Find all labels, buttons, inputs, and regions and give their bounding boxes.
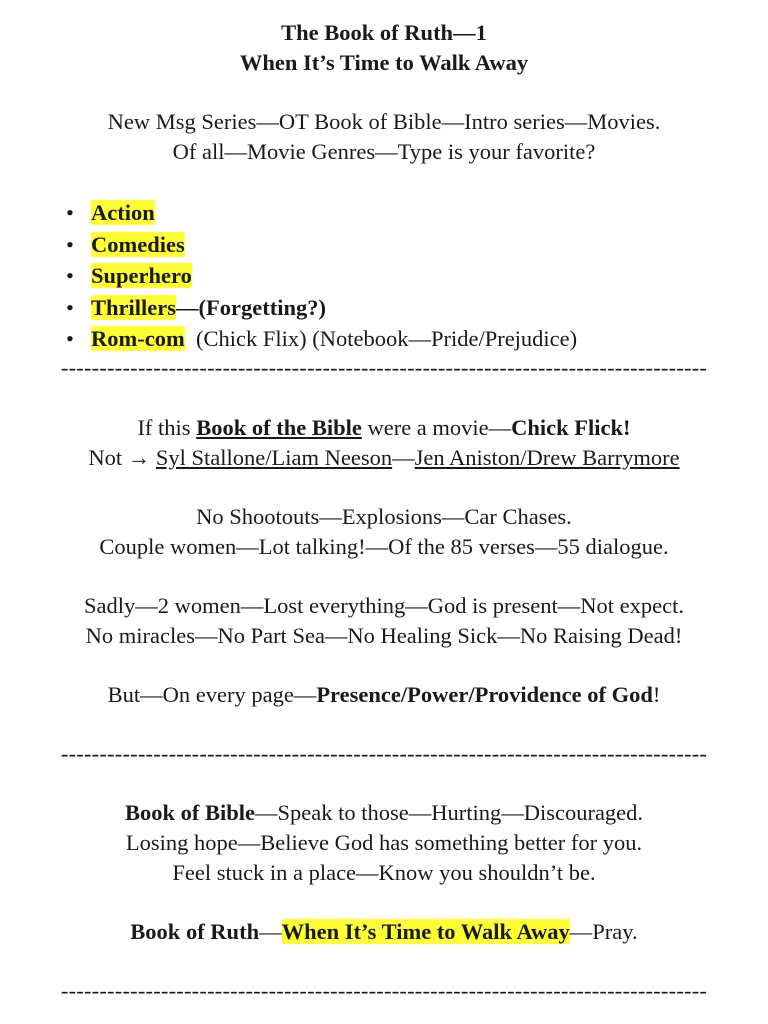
bullet-icon: • <box>66 200 74 225</box>
ruth-text: —Pray. <box>569 918 638 944</box>
genre-list <box>66 197 768 355</box>
bullet-icon: • <box>66 294 74 320</box>
list-item <box>66 260 768 292</box>
genre-label: Rom-com <box>91 326 185 351</box>
list-item <box>66 197 768 229</box>
presence-text: But—On every page— <box>107 681 317 707</box>
ruth-text: — <box>259 918 282 944</box>
genre-label: Action <box>91 200 155 225</box>
dialogue-line-2: Couple women—Lot talking!—Of the 85 verses—55 dialogue. <box>99 533 669 559</box>
speak-text: —Speak to those—Hurting—Discouraged. <box>254 799 644 825</box>
ruth-highlight: When It’s Time to Walk Away <box>281 918 570 944</box>
speak-line-1 <box>0 798 768 828</box>
presence-emphasis: Presence/Power/Providence of God <box>316 681 653 707</box>
actors-romance: Jen Aniston/Drew Barrymore <box>414 444 680 470</box>
movie-emphasis: Book of the Bible <box>196 414 362 440</box>
movie-text: — <box>392 444 415 470</box>
genre-label: Superhero <box>91 263 192 288</box>
movie-text: If this <box>137 414 197 440</box>
speak-emphasis: Book of Bible <box>124 799 255 825</box>
sadly-line-2: No miracles—No Part Sea—No Healing Sick—No Raising Dead! <box>85 622 683 648</box>
genre-note: (Chick Flix) (Notebook—Pride/Prejudice) <box>184 326 578 351</box>
dialogue-line-1: No Shootouts—Explosions—Car Chases. <box>196 503 572 529</box>
genre-label: Comedies <box>91 231 185 257</box>
list-item <box>66 229 768 261</box>
ruth-emphasis: Book of Ruth <box>130 918 260 944</box>
bullet-icon: • <box>66 263 74 288</box>
presence-line <box>0 680 768 710</box>
speak-line-2: Losing hope—Believe God has something better for you. <box>125 829 643 855</box>
divider: ------------------------------------------------------------------------------------ <box>60 354 708 380</box>
intro-line-2: Of all—Movie Genres—Type is your favorite? <box>172 139 596 164</box>
movie-line-1 <box>0 413 768 443</box>
document-title: The Book of Ruth—1 <box>281 20 487 45</box>
speak-line-3: Feel stuck in a place—Know you shouldn’t be. <box>172 859 596 885</box>
presence-text: ! <box>652 681 661 707</box>
arrow-text: Not → <box>88 444 156 470</box>
document-page <box>0 18 768 1006</box>
movie-text: were a movie— <box>361 414 512 440</box>
intro-line-1: New Msg Series—OT Book of Bible—Intro series—Movies. <box>107 109 661 134</box>
list-item <box>66 292 768 324</box>
bullet-icon: • <box>66 326 74 351</box>
document-subtitle: When It’s Time to Walk Away <box>239 50 529 75</box>
ruth-line <box>0 917 768 947</box>
actors-action: Syl Stallone/Liam Neeson <box>155 444 393 470</box>
bullet-icon: • <box>66 231 74 257</box>
divider: ------------------------------------------------------------------------------------ <box>60 977 708 1003</box>
movie-emphasis: Chick Flick! <box>511 414 631 440</box>
genre-label: Thrillers <box>91 294 176 320</box>
movie-line-2 <box>0 443 768 473</box>
genre-note: —(Forgetting?) <box>176 294 326 320</box>
sadly-line-1: Sadly—2 women—Lost everything—God is present—Not expect. <box>84 592 684 618</box>
divider: ------------------------------------------------------------------------------------ <box>60 740 708 766</box>
list-item <box>66 323 768 355</box>
